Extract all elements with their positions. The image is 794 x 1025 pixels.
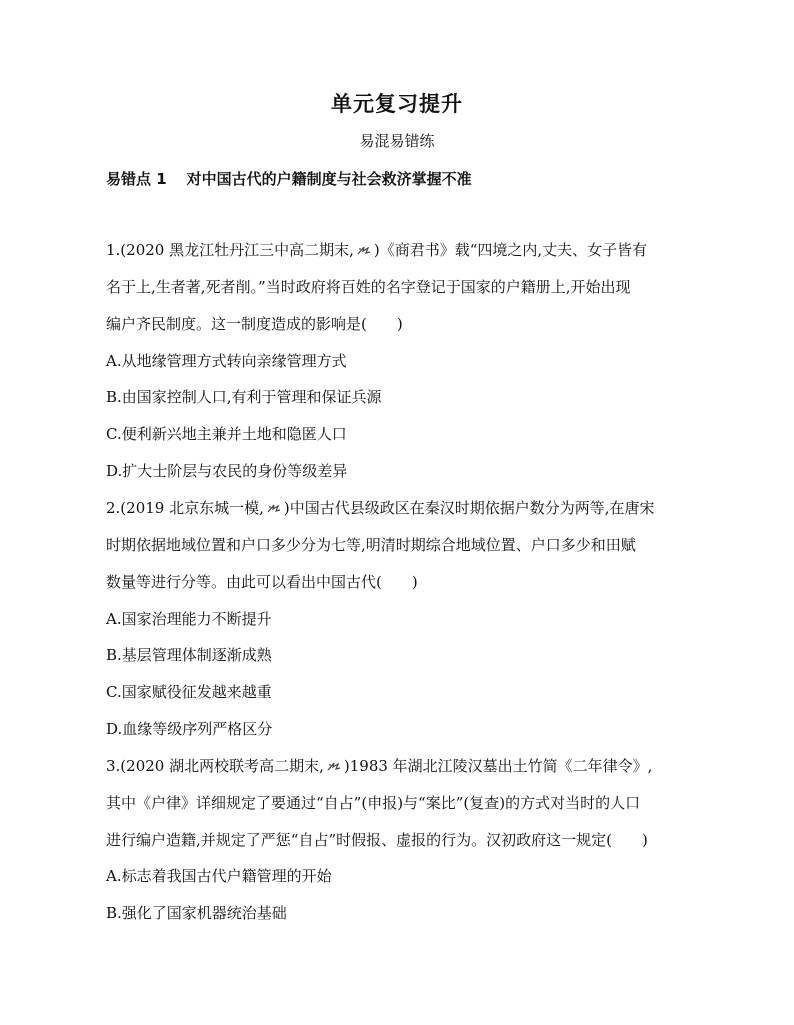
- question-1-option-b: B.由国家控制人口,有利于管理和保证兵源: [106, 388, 382, 406]
- question-1-line-3: 编户齐民制度。这一制度造成的影响是( ): [106, 315, 403, 333]
- page-title: 单元复习提升: [331, 92, 463, 116]
- difficulty-star-icon: [265, 503, 283, 515]
- question-3-source: 3.(2020 湖北两校联考高二期末,: [106, 757, 324, 775]
- question-2-line-3: 数量等进行分等。由此可以看出中国古代( ): [106, 573, 418, 591]
- question-2-option-a: A.国家治理能力不断提升: [106, 610, 272, 628]
- question-2-source: 2.(2019 北京东城一模,: [106, 499, 264, 517]
- section-text: 对中国古代的户籍制度与社会救济掌握不准: [186, 170, 472, 188]
- question-1-line-1: [106, 240, 696, 260]
- question-2-option-d: D.血缘等级序列严格区分: [106, 720, 273, 738]
- question-3-stem-start: )1983 年湖北江陵汉墓出土竹简《二年律令》,: [343, 757, 653, 775]
- page-subtitle: 易混易错练: [359, 132, 435, 150]
- question-2-option-b: B.基层管理体制逐渐成熟: [106, 646, 272, 664]
- question-1-line-2: 名于上,生者著,死者削。”当时政府将百姓的名字登记于国家的户籍册上,开始出现: [106, 278, 631, 296]
- question-1-option-c: C.便利新兴地主兼并土地和隐匿人口: [106, 425, 347, 443]
- question-1-stem-start: )《商君书》载“四境之内,丈夫、女子皆有: [373, 241, 648, 259]
- question-3-line-2: 其中《户律》详细规定了要通过“自占”(申报)与“案比”(复查)的方式对当时的人口: [106, 794, 641, 812]
- question-3-option-a: A.标志着我国古代户籍管理的开始: [106, 867, 332, 885]
- difficulty-star-icon: [355, 245, 373, 257]
- question-2-option-c: C.国家赋役征发越来越重: [106, 683, 272, 701]
- question-2-line-2: 时期依据地域位置和户口多少分为七等,明清时期综合地域位置、户口多少和田赋: [106, 536, 636, 554]
- question-1-option-d: D.扩大士阶层与农民的身份等级差异: [106, 462, 348, 480]
- section-heading: [106, 168, 472, 189]
- question-1-source: 1.(2020 黑龙江牡丹江三中高二期末,: [106, 241, 354, 259]
- difficulty-star-icon: [325, 761, 343, 773]
- question-2-stem-start: )中国古代县级政区在秦汉时期依据户数分为两等,在唐宋: [283, 499, 655, 517]
- question-1-option-a: A.从地缘管理方式转向亲缘管理方式: [106, 352, 347, 370]
- question-2-line-1: [106, 498, 696, 518]
- section-label: 易错点 1: [106, 170, 167, 188]
- question-3-line-3: 进行编户造籍,并规定了严惩“自占”时假报、虚报的行为。汉初政府这一规定( ): [106, 831, 648, 849]
- question-3-line-1: [106, 756, 696, 776]
- question-3-option-b: B.强化了国家机器统治基础: [106, 904, 287, 922]
